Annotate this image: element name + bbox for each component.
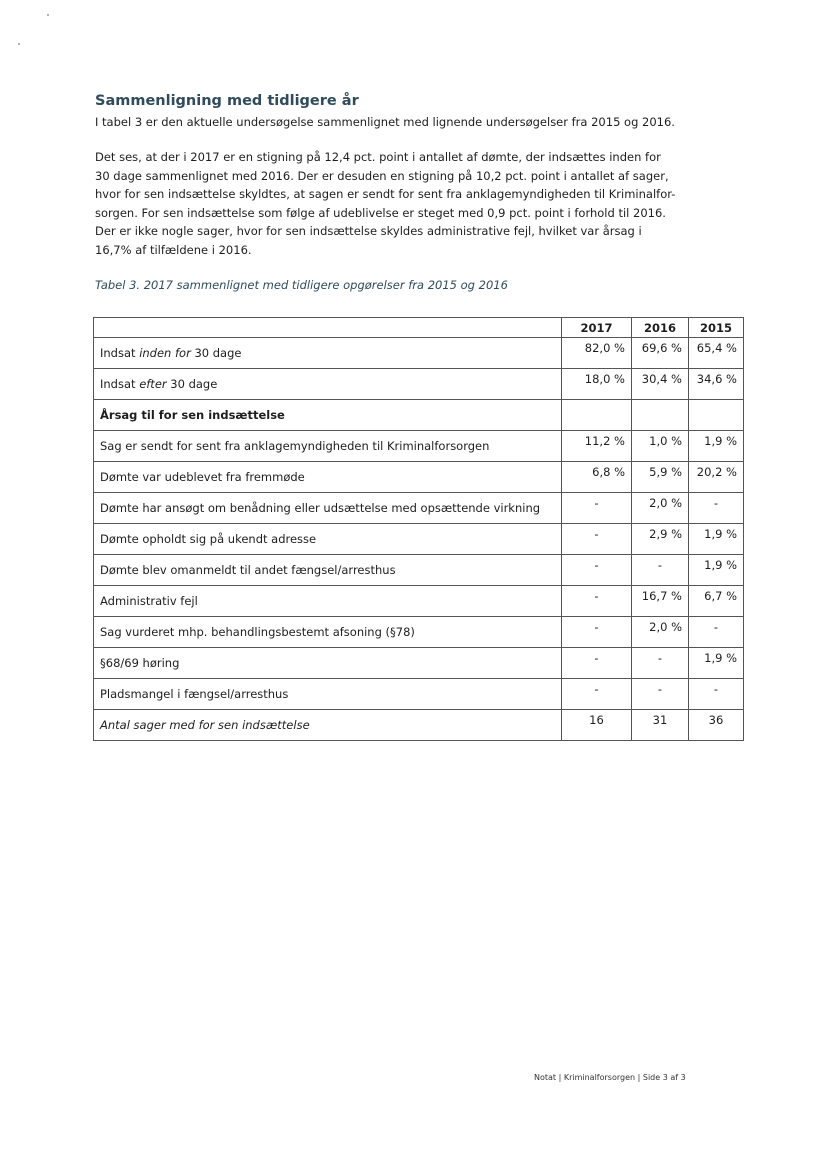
row-label: Indsat inden for 30 dage bbox=[94, 338, 562, 369]
cell-2017: - bbox=[562, 679, 632, 710]
table-row bbox=[94, 369, 744, 400]
row-label: Administrativ fejl bbox=[94, 586, 562, 617]
cell-2017: 16 bbox=[562, 710, 632, 741]
cell-2017: - bbox=[562, 524, 632, 555]
cell-2015: 6,7 % bbox=[689, 586, 744, 617]
header-2015: 2015 bbox=[689, 318, 744, 338]
comparison-table bbox=[93, 317, 744, 741]
row-label: Pladsmangel i fængsel/arresthus bbox=[94, 679, 562, 710]
row-label: Dømte var udeblevet fra fremmøde bbox=[94, 462, 562, 493]
paragraph-line: 30 dage sammenlignet med 2016. Der er desuden en stigning på 10,2 pct. point i antallet af sager, bbox=[95, 168, 669, 183]
table-caption: Tabel 3. 2017 sammenlignet med tidligere opgørelser fra 2015 og 2016 bbox=[95, 278, 508, 292]
cell-2016: - bbox=[632, 555, 689, 586]
cell-2016: 2,0 % bbox=[632, 493, 689, 524]
cell-2017: - bbox=[562, 555, 632, 586]
intro-text: I tabel 3 er den aktuelle undersøgelse sammenlignet med lignende undersøgelser fra 2015 og 2016. bbox=[95, 115, 675, 129]
cell-2015: 1,9 % bbox=[689, 555, 744, 586]
cell-2015: - bbox=[689, 493, 744, 524]
table-header-row bbox=[94, 318, 744, 338]
body-paragraph bbox=[95, 148, 715, 260]
row-label: Sag er sendt for sent fra anklagemyndigheden til Kriminalforsorgen bbox=[94, 431, 562, 462]
cell-2016: 16,7 % bbox=[632, 586, 689, 617]
cell-2017: - bbox=[562, 586, 632, 617]
cell-2017: 11,2 % bbox=[562, 431, 632, 462]
page-footer: Notat | Kriminalforsorgen | Side 3 af 3 bbox=[534, 1073, 686, 1082]
cell-2016 bbox=[632, 400, 689, 431]
table-row bbox=[94, 586, 744, 617]
row-label: §68/69 høring bbox=[94, 648, 562, 679]
cell-2017: - bbox=[562, 493, 632, 524]
scan-speck bbox=[47, 14, 49, 16]
cell-2015: 36 bbox=[689, 710, 744, 741]
cell-2016: - bbox=[632, 679, 689, 710]
header-blank bbox=[94, 318, 562, 338]
table-row bbox=[94, 338, 744, 369]
cell-2017 bbox=[562, 400, 632, 431]
table-row bbox=[94, 431, 744, 462]
paragraph-line: Der er ikke nogle sager, hvor for sen indsættelse skyldes administrative fejl, hvilket var årsag i bbox=[95, 224, 642, 239]
paragraph-line: sorgen. For sen indsættelse som følge af udeblivelse er steget med 0,9 pct. point i forhold til 2016. bbox=[95, 205, 666, 220]
row-label: Dømte blev omanmeldt til andet fængsel/arresthus bbox=[94, 555, 562, 586]
table-row bbox=[94, 400, 744, 431]
cell-2015: 1,9 % bbox=[689, 524, 744, 555]
cell-2016: 69,6 % bbox=[632, 338, 689, 369]
cell-2015: 1,9 % bbox=[689, 431, 744, 462]
row-label: Antal sager med for sen indsættelse bbox=[94, 710, 562, 741]
cell-2017: 18,0 % bbox=[562, 369, 632, 400]
cell-2016: 1,0 % bbox=[632, 431, 689, 462]
table-row bbox=[94, 679, 744, 710]
cell-2017: - bbox=[562, 648, 632, 679]
cell-2015: 65,4 % bbox=[689, 338, 744, 369]
table-row bbox=[94, 462, 744, 493]
cell-2016: 31 bbox=[632, 710, 689, 741]
table-row bbox=[94, 710, 744, 741]
table-row bbox=[94, 524, 744, 555]
header-2016: 2016 bbox=[632, 318, 689, 338]
row-label: Dømte har ansøgt om benådning eller udsættelse med opsættende virkning bbox=[94, 493, 562, 524]
cell-2016: - bbox=[632, 648, 689, 679]
header-2017: 2017 bbox=[562, 318, 632, 338]
cell-2016: 5,9 % bbox=[632, 462, 689, 493]
row-label: Årsag til for sen indsættelse bbox=[94, 400, 562, 431]
scan-speck bbox=[18, 43, 20, 45]
paragraph-line: Det ses, at der i 2017 er en stigning på 12,4 pct. point i antallet af dømte, der indsættes inden for bbox=[95, 150, 661, 164]
cell-2017: - bbox=[562, 617, 632, 648]
cell-2015: - bbox=[689, 617, 744, 648]
row-label: Indsat efter 30 dage bbox=[94, 369, 562, 400]
cell-2015: - bbox=[689, 679, 744, 710]
cell-2016: 30,4 % bbox=[632, 369, 689, 400]
cell-2016: 2,0 % bbox=[632, 617, 689, 648]
table-row bbox=[94, 617, 744, 648]
row-label: Dømte opholdt sig på ukendt adresse bbox=[94, 524, 562, 555]
table-row bbox=[94, 493, 744, 524]
cell-2015 bbox=[689, 400, 744, 431]
cell-2015: 34,6 % bbox=[689, 369, 744, 400]
cell-2016: 2,9 % bbox=[632, 524, 689, 555]
cell-2015: 1,9 % bbox=[689, 648, 744, 679]
cell-2017: 6,8 % bbox=[562, 462, 632, 493]
cell-2015: 20,2 % bbox=[689, 462, 744, 493]
section-heading: Sammenligning med tidligere år bbox=[95, 93, 359, 109]
row-label: Sag vurderet mhp. behandlingsbestemt afsoning (§78) bbox=[94, 617, 562, 648]
paragraph-line: 16,7% af tilfældene i 2016. bbox=[95, 242, 252, 257]
table-row bbox=[94, 648, 744, 679]
cell-2017: 82,0 % bbox=[562, 338, 632, 369]
paragraph-line: hvor for sen indsættelse skyldtes, at sagen er sendt for sent fra anklagemyndigheden til Kriminalfor- bbox=[95, 187, 676, 202]
table-row bbox=[94, 555, 744, 586]
